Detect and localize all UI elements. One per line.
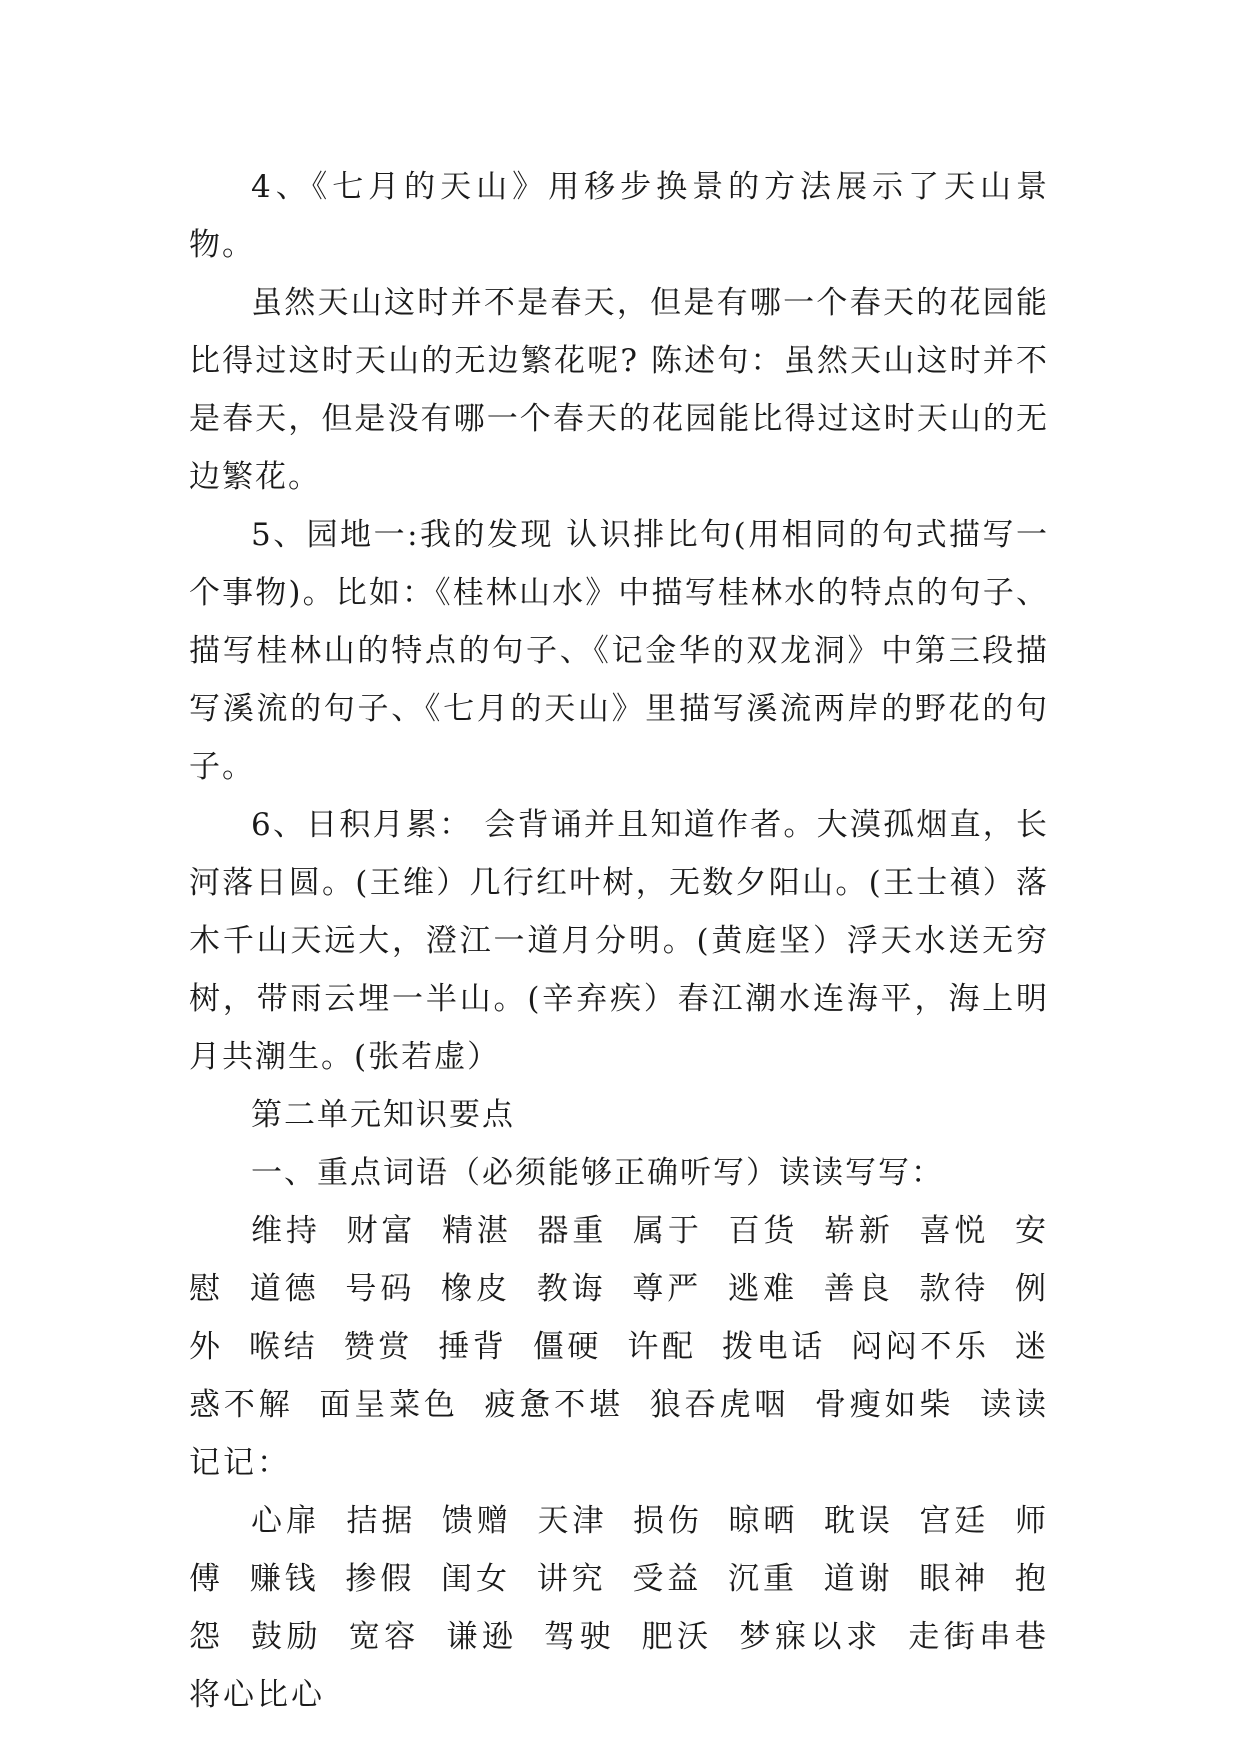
paragraph-point-5: 5、园地一:我的发现 认识排比句(用相同的句式描写一个事物)。比如：《桂林山水》中描写桂林水的特点的句子、描写桂林山的特点的句子、《记金华的双龙洞》中第三段描写溪流的句子、《七月的天山》里描写溪流两岸的野花的句子。 [189,517,1049,785]
paragraph-declarative-sentence: 虽然天山这时并不是春天，但是有哪一个春天的花园能比得过这时天山的无边繁花呢? 陈述句：虽然天山这时并不是春天，但是没有哪一个春天的花园能比得过这时天山的无边繁花。 [189,285,1049,495]
word-list-read-remember: 心扉 拮据 馈赠 天津 损伤 晾晒 耽误 宫廷 师傅 赚钱 掺假 闺女 讲究 受益 沉重 道谢 眼神 抱怨 鼓励 宽容 谦逊 驾驶 肥沃 梦寐以求 走街串巷 将心比心 [189,1503,1049,1713]
word-list-read-write: 维持 财富 精湛 器重 属于 百货 崭新 喜悦 安慰 道德 号码 橡皮 教诲 尊严 逃难 善良 款待 例外 喉结 赞赏 捶背 僵硬 许配 拨电话 闷闷不乐 迷惑不解 面呈菜色 疲惫不堪 狼吞虎咽 骨瘦如柴 读读记记： [189,1213,1049,1481]
document-body [189,158,1049,1724]
paragraph-key-words-heading: 一、重点词语（必须能够正确听写）读读写写： [251,1155,944,1191]
paragraph-point-6: 6、日积月累： 会背诵并且知道作者。大漠孤烟直，长河落日圆。(王维）几行红叶树，无数夕阳山。(王士禛）落木千山天远大，澄江一道月分明。(黄庭坚）浮天水送无穷树，带雨云埋一半山。(辛弃疾）春江潮水连海平，海上明月共潮生。(张若虚） [189,807,1049,1075]
section-heading-unit-2: 第二单元知识要点 [251,1097,515,1133]
paragraph-point-4: 4、《七月的天山》用移步换景的方法展示了天山景物。 [189,169,1049,263]
